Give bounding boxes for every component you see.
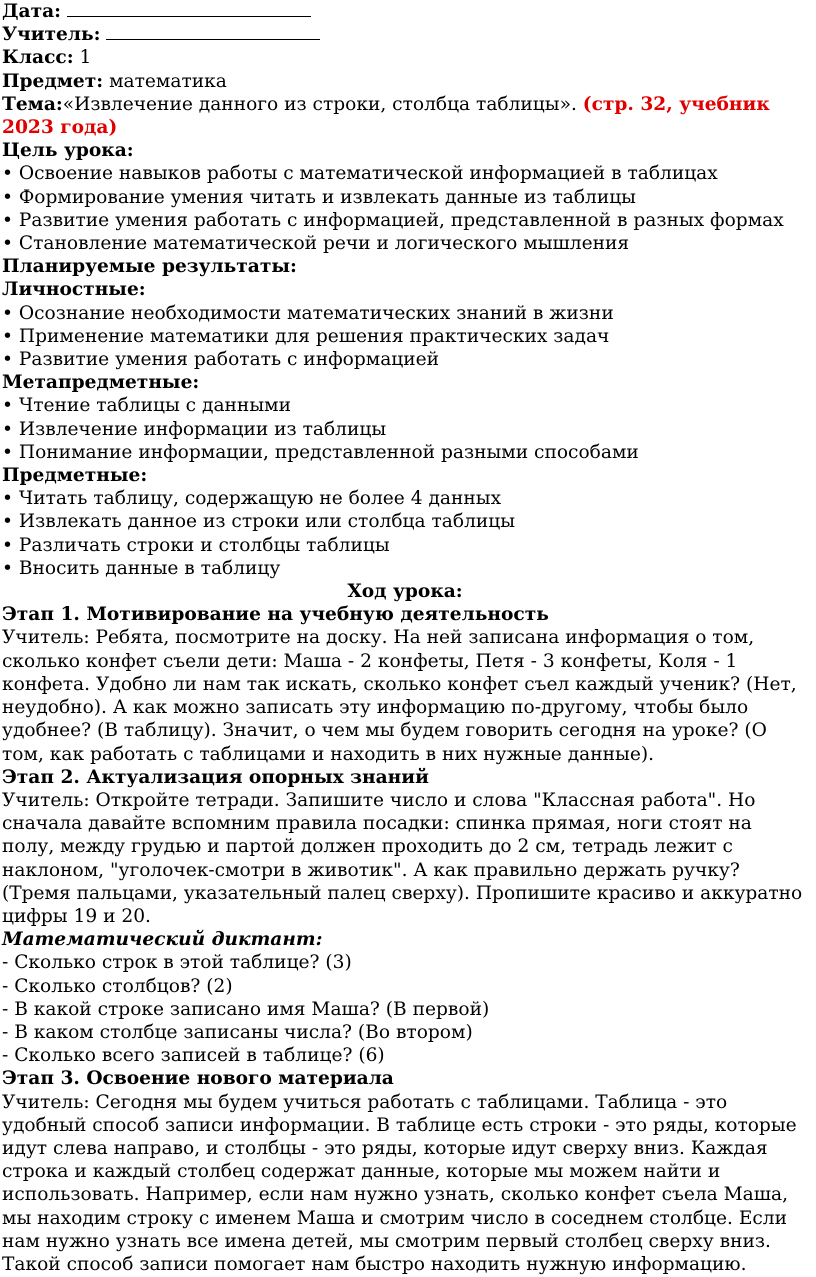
- subject-result-item: • Читать таблицу, содержащую не более 4 данных: [2, 488, 502, 510]
- dictation-item: - Сколько всего записей в таблице? (6): [2, 1045, 385, 1067]
- meta-result-item: • Чтение таблицы с данными: [2, 395, 291, 417]
- lesson-course-heading: Ход урока:: [347, 581, 463, 603]
- dictation-item: - В каком столбце записаны числа? (Во втором): [2, 1021, 473, 1043]
- topic-label: Тема:: [2, 93, 63, 115]
- stage3-heading: Этап 3. Освоение нового материала: [2, 1068, 394, 1090]
- meta-results-heading: Метапредметные:: [2, 372, 200, 394]
- stage3-text: Учитель: Сегодня мы будем учиться работать с таблицами. Таблица - это удобный способ записи информации. В таблице есть строки - это ряды, которые идут слева направо, и столбцы - это ряды, которые идут сверху вниз. Каждая строка и каждый столбец содержат данные, которые мы можем найти и использовать. Например, если нам нужно узнать, сколько конфет съела Маша, мы находим строку с именем Маша и смотрим число в соседнем столбце. Если нам нужно узнать все имена детей, мы смотрим первый столбец сверху вниз. Такой способ записи помогает нам быстро находить нужную информацию.: [2, 1091, 797, 1275]
- dictation-item: - Сколько строк в этой таблице? (3): [2, 952, 352, 974]
- personal-result-item: • Осознание необходимости математических знаний в жизни: [2, 302, 614, 324]
- class-value: 1: [79, 47, 92, 69]
- subject-result-item: • Различать строки и столбцы таблицы: [2, 534, 390, 556]
- dictation-item: - В какой строке записано имя Маша? (В первой): [2, 998, 490, 1020]
- class-label: Класс:: [2, 47, 74, 69]
- goal-item: • Становление математической речи и логического мышления: [2, 233, 630, 255]
- subject-result-item: • Вносить данные в таблицу: [2, 557, 281, 579]
- class-line: [2, 46, 808, 69]
- subject-result-item: • Извлекать данное из строки или столбца таблицы: [2, 511, 516, 533]
- date-line: [2, 0, 808, 23]
- stage2-heading: Этап 2. Актуализация опорных знаний: [2, 766, 429, 788]
- subject-results-heading: Предметные:: [2, 465, 148, 487]
- subject-value: математика: [109, 70, 227, 92]
- teacher-label: Учитель:: [2, 24, 101, 46]
- goal-item: • Формирование умения читать и извлекать данные из таблицы: [2, 186, 636, 208]
- date-blank: [67, 2, 311, 17]
- personal-result-item: • Развитие умения работать с информацией: [2, 349, 440, 371]
- results-heading: Планируемые результаты:: [2, 256, 297, 278]
- teacher-blank: [106, 25, 320, 40]
- stage1-text: Учитель: Ребята, посмотрите на доску. На ней записана информация о том, сколько конфет съели дети: Маша - 2 конфеты, Петя - 3 конфеты, Коля - 1 конфета. Удобно ли нам так искать, сколько конфет съел каждый ученик? (Нет, неудобно). А как можно записать эту информацию по-другому, чтобы было удобнее? (В таблицу). Значит, о чем мы будем говорить сегодня на уроке? (О том, как работать с таблицами и находить в них нужные данные).: [2, 627, 797, 765]
- topic-value: «Извлечение данного из строки, столбца таблицы».: [62, 93, 577, 115]
- subject-label: Предмет:: [2, 70, 104, 92]
- dictation-item: - Сколько столбцов? (2): [2, 975, 233, 997]
- stage1-heading: Этап 1. Мотивирование на учебную деятельность: [2, 604, 549, 626]
- goal-item: • Освоение навыков работы с математической информацией в таблицах: [2, 163, 718, 185]
- meta-result-item: • Извлечение информации из таблицы: [2, 418, 387, 440]
- personal-result-item: • Применение математики для решения практических задач: [2, 325, 610, 347]
- topic-reference: (стр. 32, учебник 2023 года): [2, 93, 770, 139]
- topic-line: [2, 93, 808, 139]
- personal-results-heading: Личностные:: [2, 279, 146, 301]
- goal-heading: Цель урока:: [2, 140, 134, 162]
- meta-result-item: • Понимание информации, представленной разными способами: [2, 441, 639, 463]
- subject-line: [2, 70, 808, 93]
- teacher-line: [2, 23, 808, 46]
- stage2-text: Учитель: Откройте тетради. Запишите число и слова "Классная работа". Но сначала давайте вспомним правила посадки: спинка прямая, ноги стоят на полу, между грудью и партой должен проходить до 2 см, тетрадь лежит с наклоном, "уголочек-смотри в животик". А как правильно держать ручку? (Тремя пальцами, указательный палец сверху). Пропишите красиво и аккуратно цифры 19 и 20.: [2, 789, 803, 927]
- dictation-heading: Математический диктант:: [2, 929, 323, 951]
- date-label: Дата:: [2, 1, 62, 22]
- goal-item: • Развитие умения работать с информацией, представленной в разных формах: [2, 209, 784, 231]
